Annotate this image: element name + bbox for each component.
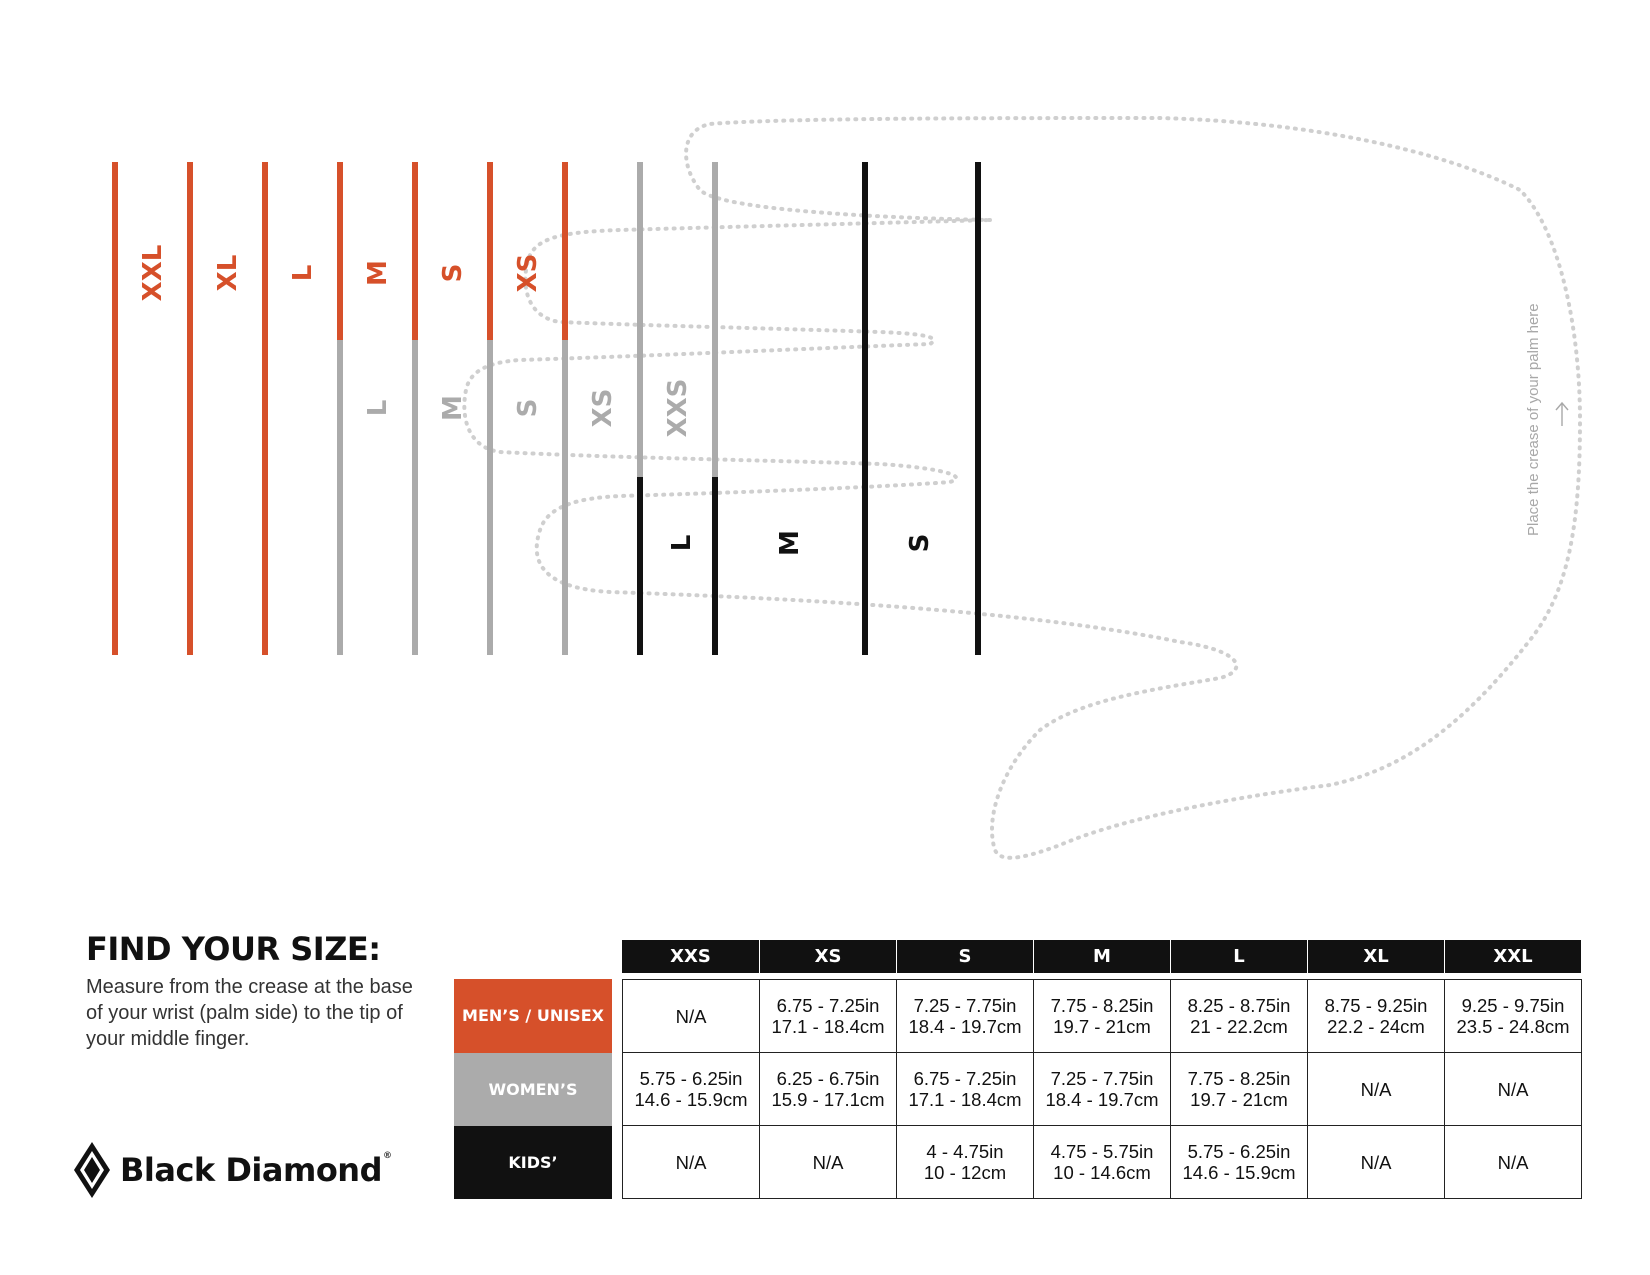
size-centimeters: 19.7 - 21cm <box>1190 1089 1288 1110</box>
size-cell <box>760 1053 897 1126</box>
size-centimeters: 19.7 - 21cm <box>1053 1016 1151 1037</box>
womens-size-label: M <box>438 395 468 421</box>
size-inches: 7.25 - 7.75in <box>1050 1068 1154 1089</box>
size-inches: 7.75 - 8.25in <box>1050 995 1154 1016</box>
mens-size-label: L <box>288 264 318 282</box>
row-spacer <box>612 1126 622 1199</box>
size-cell <box>1171 1126 1308 1199</box>
registered-mark: ® <box>382 1151 392 1161</box>
womens-size-label: S <box>513 398 543 418</box>
kids-size-label: S <box>905 533 935 553</box>
mens-size-label: S <box>438 263 468 283</box>
table-corner <box>454 940 612 973</box>
size-cell <box>1034 1053 1171 1126</box>
size-centimeters: 17.1 - 18.4cm <box>908 1089 1022 1110</box>
size-inches: 4 - 4.75in <box>926 1141 1004 1162</box>
size-inches: N/A <box>1497 1151 1529 1173</box>
kids-size-label: L <box>667 534 697 552</box>
size-inches: 9.25 - 9.75in <box>1461 995 1565 1016</box>
size-inches: 7.25 - 7.75in <box>913 995 1017 1016</box>
row-spacer <box>612 979 622 1053</box>
size-centimeters: 14.6 - 15.9cm <box>634 1089 748 1110</box>
kids-size-label: M <box>775 530 805 556</box>
size-cell <box>622 1053 760 1126</box>
size-inches: N/A <box>1360 1151 1392 1173</box>
column-header-m: M <box>1034 940 1171 973</box>
column-header-xxl: XXL <box>1445 940 1582 973</box>
mens-size-label: M <box>363 260 393 286</box>
brand-logo <box>74 1142 391 1198</box>
size-centimeters: 17.1 - 18.4cm <box>771 1016 885 1037</box>
size-centimeters: 18.4 - 19.7cm <box>1045 1089 1159 1110</box>
size-centimeters: 14.6 - 15.9cm <box>1182 1162 1296 1183</box>
size-cell <box>1171 1053 1308 1126</box>
row-label: MEN’S / UNISEX <box>454 979 612 1053</box>
guide-arrow-icon <box>1556 403 1568 426</box>
size-inches: 6.75 - 7.25in <box>776 995 880 1016</box>
womens-size-label: XXS <box>663 378 693 438</box>
size-cell <box>1034 979 1171 1053</box>
size-inches: 6.75 - 7.25in <box>913 1068 1017 1089</box>
size-cell <box>622 1126 760 1199</box>
size-inches: N/A <box>1497 1078 1529 1100</box>
size-centimeters: 18.4 - 19.7cm <box>908 1016 1022 1037</box>
size-cell <box>622 979 760 1053</box>
table-header-row <box>454 940 1582 973</box>
column-header-l: L <box>1171 940 1308 973</box>
row-label: WOMEN’S <box>454 1053 612 1126</box>
size-cell <box>1445 1053 1582 1126</box>
hand-outline <box>464 118 1580 858</box>
size-inches: N/A <box>812 1151 844 1173</box>
size-cell <box>897 1053 1034 1126</box>
mens-size-label: XXL <box>138 244 168 302</box>
table-row <box>454 1053 1582 1126</box>
column-header-s: S <box>897 940 1034 973</box>
size-inches: 5.75 - 6.25in <box>639 1068 743 1089</box>
brand-name: Black Diamond® <box>120 1151 392 1189</box>
womens-size-label: L <box>363 399 393 417</box>
row-spacer <box>612 1053 622 1126</box>
size-cell <box>760 979 897 1053</box>
column-header-xl: XL <box>1308 940 1445 973</box>
size-cell <box>1445 1126 1582 1199</box>
row-label: KIDS’ <box>454 1126 612 1199</box>
size-inches: 6.25 - 6.75in <box>776 1068 880 1089</box>
table-spacer <box>612 940 622 973</box>
size-cell <box>1308 1053 1445 1126</box>
table-row <box>454 1126 1582 1199</box>
womens-size-label: XS <box>588 388 618 428</box>
size-cell <box>760 1126 897 1199</box>
size-inches: N/A <box>675 1005 707 1027</box>
mens-size-label: XL <box>213 254 243 292</box>
mens-size-label: XS <box>513 253 543 293</box>
diamond-logo-icon <box>74 1142 110 1198</box>
size-cell <box>1034 1126 1171 1199</box>
size-centimeters: 21 - 22.2cm <box>1190 1016 1288 1037</box>
column-header-xxs: XXS <box>622 940 760 973</box>
size-centimeters: 15.9 - 17.1cm <box>771 1089 885 1110</box>
size-cell <box>897 1126 1034 1199</box>
size-inches: 4.75 - 5.75in <box>1050 1141 1154 1162</box>
measurement-instructions: Measure from the crease at the base of your wrist (palm side) to the tip of your middle finger. <box>86 976 413 1050</box>
size-centimeters: 10 - 14.6cm <box>1053 1162 1151 1183</box>
size-cell <box>1171 979 1308 1053</box>
size-inches: 5.75 - 6.25in <box>1187 1141 1291 1162</box>
column-header-xs: XS <box>760 940 897 973</box>
size-chart-table <box>454 940 1582 1199</box>
page-title: FIND YOUR SIZE: <box>86 930 381 968</box>
size-centimeters: 10 - 12cm <box>923 1162 1007 1183</box>
size-table-body <box>454 979 1582 1199</box>
size-centimeters: 23.5 - 24.8cm <box>1456 1016 1570 1037</box>
size-inches: 8.25 - 8.75in <box>1187 995 1291 1016</box>
size-cell <box>1308 979 1445 1053</box>
size-cell <box>1445 979 1582 1053</box>
size-centimeters: 22.2 - 24cm <box>1327 1016 1425 1037</box>
size-inches: 8.75 - 9.25in <box>1324 995 1428 1016</box>
size-inches: N/A <box>1360 1078 1392 1100</box>
table-row <box>454 979 1582 1053</box>
size-cell <box>897 979 1034 1053</box>
palm-crease-guide-text: Place the crease of your palm here <box>1525 303 1542 536</box>
size-inches: 7.75 - 8.25in <box>1187 1068 1291 1089</box>
size-inches: N/A <box>675 1151 707 1173</box>
size-cell <box>1308 1126 1445 1199</box>
